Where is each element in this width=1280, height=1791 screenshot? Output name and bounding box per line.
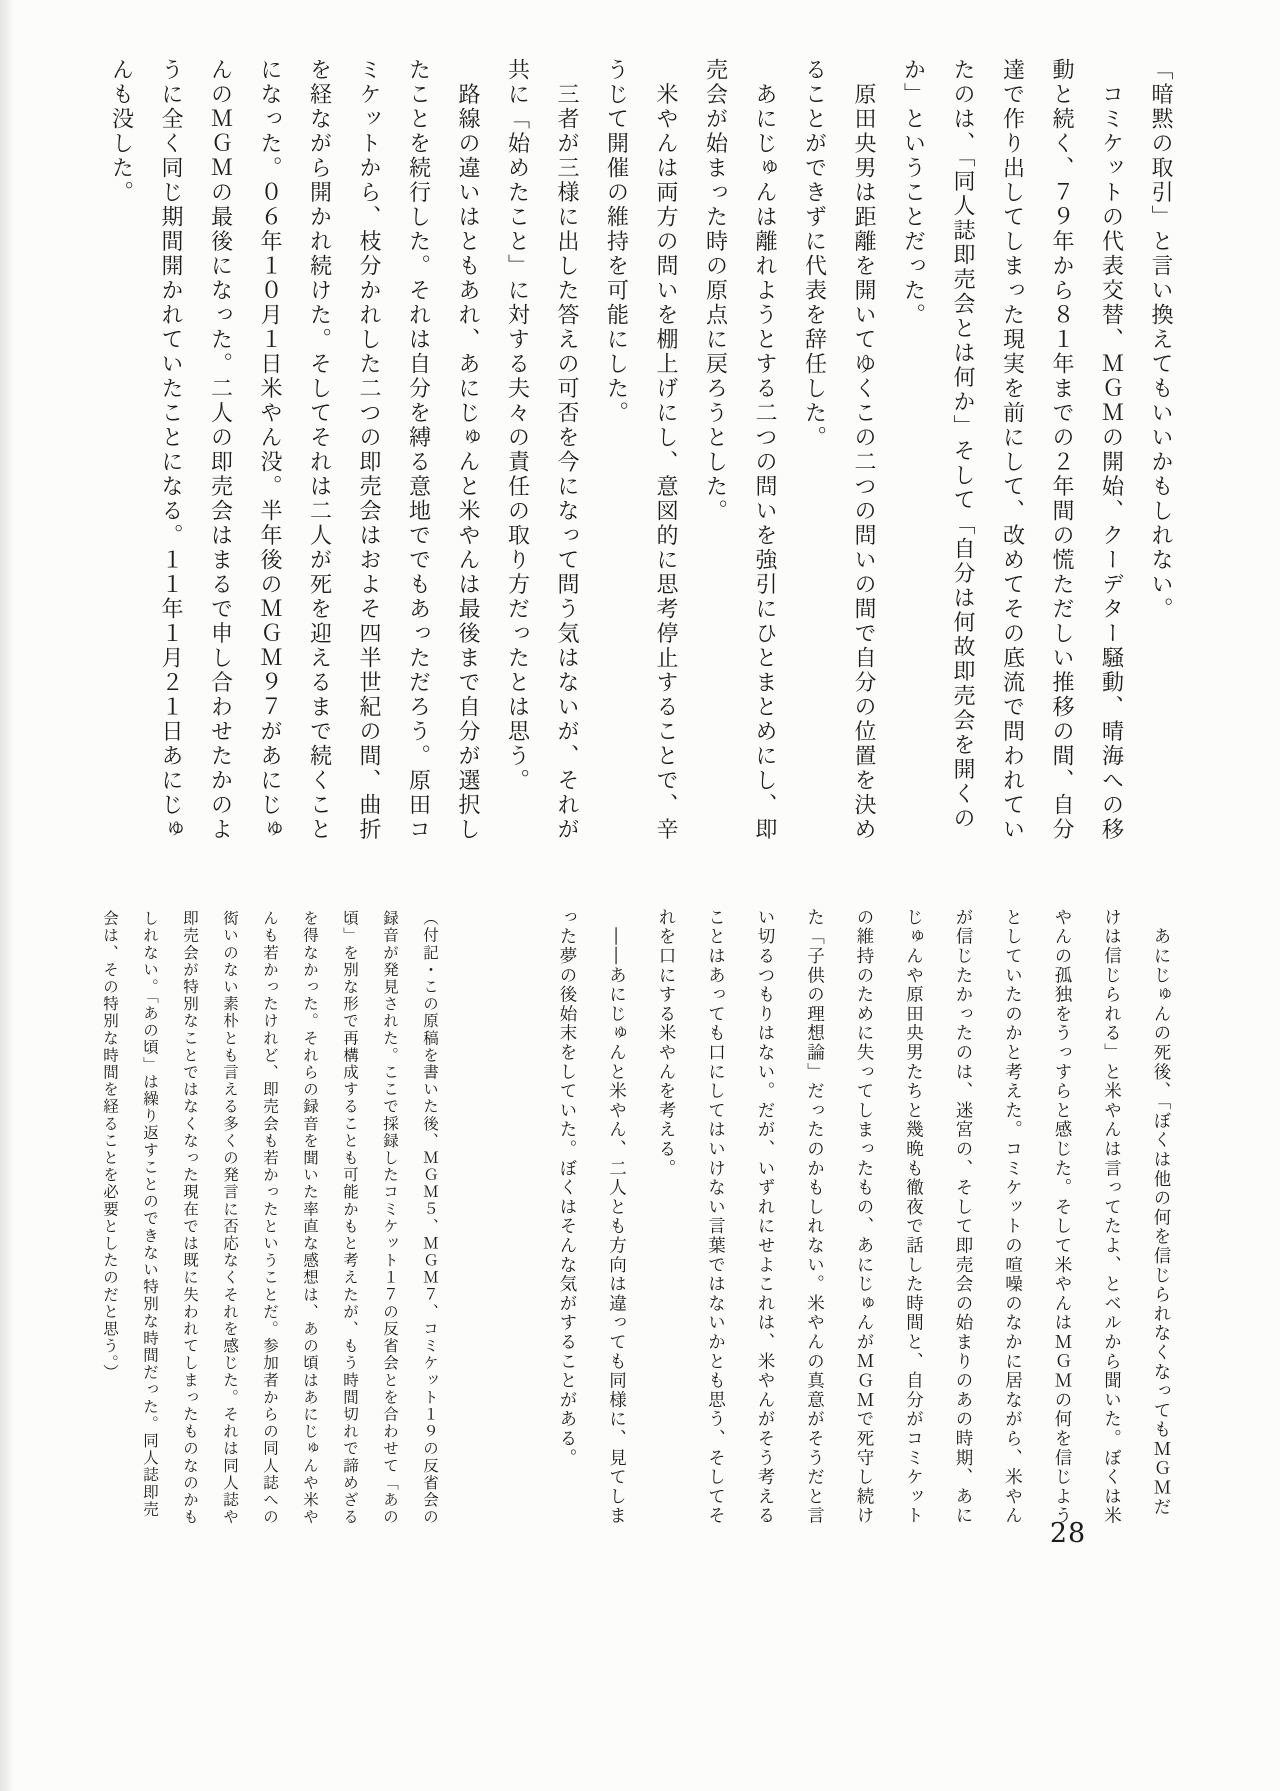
text-column: い切るつもりはない。だが、いずれにせよこれは、米やんがそう考える	[755, 908, 775, 1526]
text-column: んも没した。	[108, 58, 134, 205]
text-column: 三者が三様に出した答えの可否を今になって問う気はないが、それが	[554, 58, 579, 842]
text-column: （付記・この原稿を書いた後、ＭＧＭ５、ＭＧＭ７、コミケット１９の反省会の	[421, 910, 439, 1526]
text-column: の維持のために失ってしまったもの、あにじゅんがＭＧＭで死守し続け	[854, 908, 874, 1526]
text-column: ミケットから、枝分かれした二つの即売会はおよそ四半世紀の間、曲折	[356, 58, 381, 842]
text-column: んのＭＧＭの最後になった。二人の即売会はまるで申し合わせたかのよ	[207, 58, 233, 842]
text-column: 衒いのない素朴とも言える多くの発言に否応なくそれを感じた。それは同人誌や	[221, 910, 239, 1526]
text-column: あにじゅんの死後、「ぼくは他の何を信じられなくなってもＭＧＭだ	[1151, 908, 1171, 1517]
page-number: 28	[1049, 1518, 1087, 1549]
text-column: が信じたかったのは、迷宮の、そして即売会の始まりのあの時期、あに	[953, 908, 973, 1526]
text-column: うじて開催の維持を可能にした。	[603, 58, 629, 426]
bottom-text-block-postscript	[90, 910, 450, 1524]
page-binding-shadow	[0, 0, 14, 1791]
text-column: た「子供の理想論」だったのかもしれない。米やんの真意がそうだと言	[804, 908, 825, 1526]
text-column: 動と続く、７９年から８１年までの２年間の慌ただしい推移の間、自分	[1049, 58, 1074, 842]
text-column: んも若かったけれど、即売会も若かったということだ。参加者からの同人誌への	[261, 910, 279, 1526]
text-column: ることができずに代表を辞任した。	[801, 58, 827, 450]
text-column: しれない。「あの頃」は繰り返すことのできない特別な時間だった。同人誌即売	[141, 910, 159, 1518]
text-column: 米やんは両方の問いを棚上げにし、意図的に思考停止することで、辛	[653, 58, 678, 842]
text-column: になった。０６年１０月１日米やん没。半年後のＭＧＭ９７があにじゅ	[257, 58, 282, 842]
text-column: たのは、「同人誌即売会とは何か」そして「自分は何故即売会を開くの	[950, 58, 975, 831]
text-column: うに全く同じ期間開かれていたことになる。１１年１月２１日あにじゅ	[158, 58, 183, 842]
text-column: 録音が発見された。ここで採録したコミケット１７の反省会とを合わせて「あの	[381, 910, 399, 1526]
top-text-block	[96, 58, 1185, 846]
text-column: を得なかった。それらの録音を聞いた率直な感想は、あの頃はあにじゅんや米や	[301, 910, 319, 1526]
text-column: 達で作り出してしまった現実を前にして、改めてその底流で問われてい	[999, 58, 1025, 842]
text-column: 売会が始まった時の原点に戻ろうとした。	[702, 58, 728, 524]
text-column: ことはあっても口にしてはいけない言葉ではないかとも思う、そしてそ	[705, 908, 726, 1526]
text-column: けは信じられる」と米やんは言ってたよ、とベルから聞いた。ぼくは米	[1101, 908, 1122, 1526]
text-column: たことを続行した。それは自分を縛る意地ででもあっただろう。原田コ	[405, 58, 431, 842]
text-column: 原田央男は距離を開いてゆくこの二つの問いの間で自分の位置を決め	[851, 58, 876, 842]
text-column: やんの孤独をうっすらと感じた。そして米やんはＭＧＭの何を信じよう	[1052, 908, 1072, 1526]
text-column: じゅんや原田央男たちと幾晩も徹夜で話した時間と、自分がコミケット	[903, 908, 924, 1526]
text-column: 「暗黙の取引」と言い換えてもいいかもしれない。	[1148, 58, 1173, 622]
text-column: を経ながら開かれ続けた。そしてそれは二人が死を迎えるまで続くこと	[306, 58, 332, 842]
text-column: 共に「始めたこと」に対する夫々の責任の取り方だったとは思う。	[504, 58, 530, 793]
bottom-text-block-essay	[542, 908, 1186, 1528]
text-column: としていたのかと考えた。コミケットの喧噪のなかに居ながら、米やん	[1002, 908, 1023, 1526]
text-column: った夢の後始末をしていた。ぼくはそんな気がすることがある。	[557, 908, 577, 1468]
text-column: あにじゅんは離れようとする二つの問いを強引にひとまとめにし、即	[752, 58, 777, 842]
text-column: 路線の違いはともあれ、あにじゅんと米やんは最後まで自分が選択し	[455, 58, 480, 842]
text-column: 会は、その特別な時間を経ることを必要としたのだと思う。）	[101, 910, 119, 1382]
text-column: か」ということだった。	[900, 58, 926, 328]
text-column: 即売会が特別なことではなくなった現在では既に失われてしまったものなのかも	[181, 910, 199, 1526]
text-column: れを口にする米やんを考える。	[656, 908, 676, 1179]
text-column: 頃」を別な形で再構成することも可能かもと考えたが、もう時間切れで諦めざる	[341, 910, 359, 1526]
text-column: ――あにじゅんと米やん、二人とも方向は違っても同様に、見てしま	[606, 908, 627, 1526]
text-column: コミケットの代表交替、ＭＧＭの開始、クーデター騒動、晴海への移	[1098, 58, 1124, 842]
